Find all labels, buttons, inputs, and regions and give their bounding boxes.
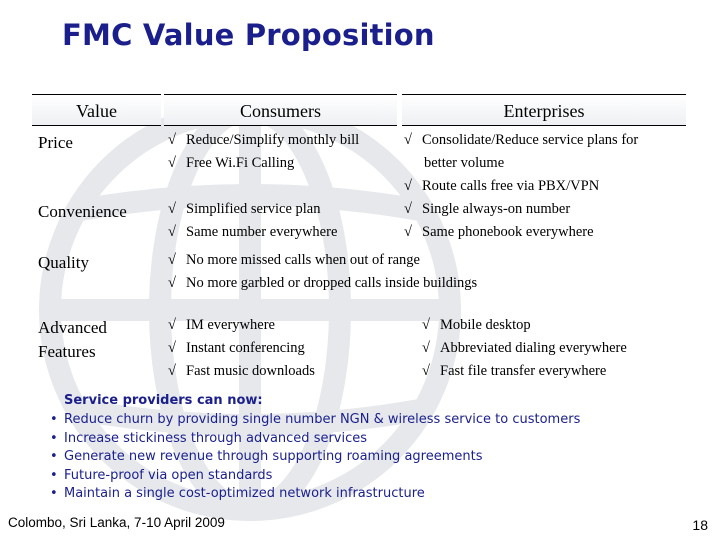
list-item: • Reduce churn by providing single number NGN & wireless service to customers (50, 411, 580, 430)
bullet-icon: • (50, 449, 58, 465)
advanced-consumers-cell: √ IM everywhere √ Instant conferencing √ Fast music downloads (168, 314, 315, 383)
check-icon: √ (168, 132, 176, 148)
providers-list (50, 411, 580, 504)
list-item: • Increase stickiness through advanced services (50, 430, 580, 449)
page-number: 18 (692, 517, 708, 533)
row-label-price: Price (38, 133, 73, 152)
convenience-enterprises-cell: √ Single always-on number √ Same phonebook everywhere (404, 198, 594, 244)
bullet-icon: • (50, 467, 58, 483)
convenience-consumers-cell: √ Simplified service plan √ Same number everywhere (168, 198, 337, 244)
check-icon: √ (168, 275, 176, 291)
check-icon: √ (168, 340, 176, 356)
check-icon: √ (168, 252, 176, 268)
check-icon: √ (422, 317, 430, 333)
check-icon: √ (422, 340, 430, 356)
check-icon: √ (168, 224, 176, 240)
check-icon: √ (168, 155, 176, 171)
check-icon: √ (168, 201, 176, 217)
bullet-icon: • (50, 412, 58, 427)
row-label-advanced-features: Advanced Features (38, 318, 107, 361)
check-icon: √ (404, 201, 412, 217)
footer-location-date: Colombo, Sri Lanka, 7-10 April 2009 (8, 515, 225, 530)
price-enterprises-cell: √ Consolidate/Reduce service plans for better volume √ Route calls free via PBX/VPN (404, 129, 638, 198)
advanced-enterprises-cell: √ Mobile desktop √ Abbreviated dialing everywhere √ Fast file transfer everywhere (422, 314, 627, 383)
header-value: Value (32, 94, 161, 126)
header-consumers: Consumers (164, 94, 397, 126)
page-title: FMC Value Proposition (62, 18, 435, 52)
check-icon: √ (422, 363, 430, 379)
check-icon: √ (404, 224, 412, 240)
header-enterprises: Enterprises (402, 94, 686, 126)
providers-title: Service providers can now: (64, 393, 263, 408)
quality-shared-cell: √ No more missed calls when out of range √ No more garbled or dropped calls inside buildings (168, 249, 477, 295)
check-icon: √ (168, 363, 176, 379)
row-label-quality: Quality (38, 253, 89, 272)
list-item: • Generate new revenue through supporting roaming agreements (50, 448, 580, 467)
bullet-icon: • (50, 486, 58, 502)
price-consumers-cell: √ Reduce/Simplify monthly bill √ Free Wi.Fi Calling (168, 129, 359, 175)
check-icon: √ (404, 132, 412, 148)
check-icon: √ (404, 178, 412, 194)
list-item: • Maintain a single cost-optimized network infrastructure (50, 485, 580, 504)
check-icon: √ (168, 317, 176, 333)
list-item: • Future-proof via open standards (50, 467, 580, 486)
bullet-icon: • (50, 430, 58, 446)
row-label-convenience: Convenience (38, 202, 127, 221)
